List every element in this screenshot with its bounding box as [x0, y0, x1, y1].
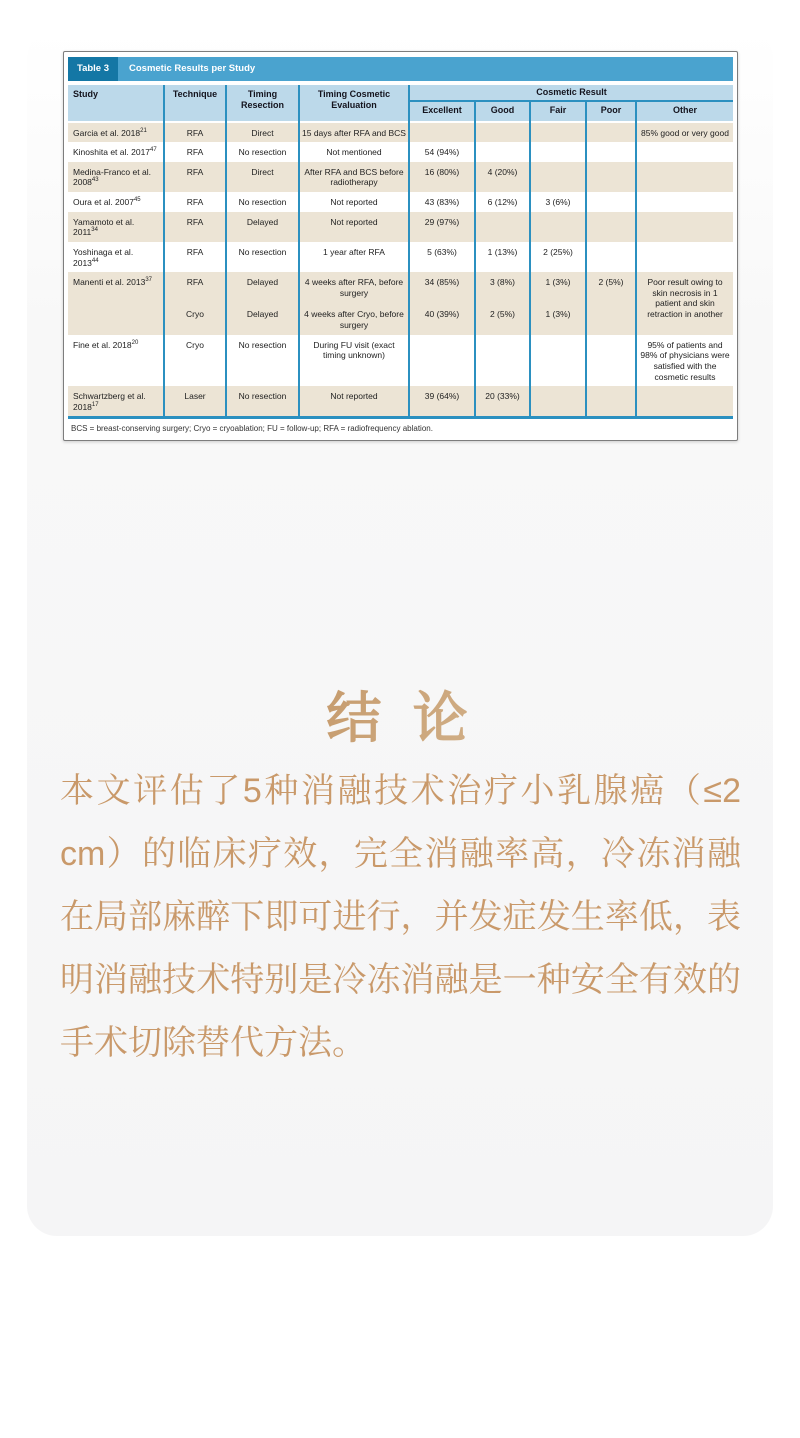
study-cell: Kinoshita et al. 2017$^{47}$	[68, 142, 164, 162]
study-cell: Yoshinaga et al. 2013$^{44}$	[68, 242, 164, 272]
table-cell: RFA	[164, 272, 226, 302]
table-cell: RFA	[164, 212, 226, 242]
col-header-poor: Poor	[586, 101, 636, 121]
table-cell	[636, 242, 733, 272]
table-cell: Direct	[226, 122, 299, 143]
table-cell: 2 (5%)	[586, 272, 636, 302]
study-cell: Medina-Franco et al. 2008$^{43}$	[68, 162, 164, 192]
table-row	[68, 162, 733, 192]
conclusion-body-line: cm）的临床疗效，完全消融率高，冷冻消融	[60, 835, 741, 873]
table-cell	[586, 386, 636, 418]
table-cell	[586, 335, 636, 387]
reference-superscript: 47	[150, 147, 157, 154]
table-cell	[586, 192, 636, 212]
table-cell: 85% good or very good	[636, 122, 733, 143]
table-cell	[530, 212, 586, 242]
table-title: Cosmetic Results per Study	[118, 57, 733, 81]
table-cell	[530, 335, 586, 387]
table-cell: 34 (85%)	[409, 272, 475, 302]
table-cell: 29 (97%)	[409, 212, 475, 242]
table-cell: RFA	[164, 162, 226, 192]
table-title-band	[68, 57, 733, 81]
table-cell: No resection	[226, 192, 299, 212]
table-cell	[636, 162, 733, 192]
table-row	[68, 122, 733, 143]
study-cell: Oura et al. 2007$^{45}$	[68, 192, 164, 212]
table-row	[68, 302, 733, 334]
col-header-technique: Technique	[164, 85, 226, 122]
table-cell	[636, 192, 733, 212]
table-cell	[586, 212, 636, 242]
table-cell: 15 days after RFA and BCS	[299, 122, 409, 143]
table-cell: 20 (33%)	[475, 386, 530, 418]
reference-superscript: 44	[91, 257, 99, 264]
table-cell: During FU visit (exact timing unknown)	[299, 335, 409, 387]
table-cell: Delayed	[226, 302, 299, 334]
table-row	[68, 272, 733, 302]
table-row	[68, 335, 733, 387]
reference-superscript: 21	[140, 127, 147, 134]
table-cell: 2 (25%)	[530, 242, 586, 272]
table-row	[68, 386, 733, 418]
table-row	[68, 242, 733, 272]
table-cell: Laser	[164, 386, 226, 418]
table-cell: Cryo	[164, 302, 226, 334]
table-cell: 5 (63%)	[409, 242, 475, 272]
table-cell: 2 (5%)	[475, 302, 530, 334]
table-cell: 40 (39%)	[409, 302, 475, 334]
table-cell: Cryo	[164, 335, 226, 387]
table-cell	[409, 122, 475, 143]
col-header-study: Study	[68, 85, 164, 122]
table-cell: 16 (80%)	[409, 162, 475, 192]
table-cell: 1 (3%)	[530, 272, 586, 302]
table-row	[68, 192, 733, 212]
table-cell: No resection	[226, 242, 299, 272]
table-cell: Not reported	[299, 386, 409, 418]
table-cell: Not reported	[299, 212, 409, 242]
table-cell: Not reported	[299, 192, 409, 212]
table-cell: Poor result owing to skin necrosis in 1 patient and skin retraction in another	[636, 272, 733, 335]
table-cell: Delayed	[226, 272, 299, 302]
table-cell: 39 (64%)	[409, 386, 475, 418]
table-cell	[636, 386, 733, 418]
table-body	[68, 122, 733, 418]
table-card	[63, 51, 738, 441]
table-cell	[586, 302, 636, 334]
table-cell: 43 (83%)	[409, 192, 475, 212]
reference-superscript: 20	[131, 339, 139, 346]
table-cell	[530, 142, 586, 162]
col-header-other: Other	[636, 101, 733, 121]
table-cell	[409, 335, 475, 387]
table-footnote: BCS = breast-conserving surgery; Cryo = cryoablation; FU = follow-up; RFA = radiofrequency ablation.	[71, 424, 433, 434]
study-cell: Schwartzberg et al. 2018$^{17}$	[68, 386, 164, 418]
table-cell	[475, 142, 530, 162]
table-cell	[530, 386, 586, 418]
table-cell: Not mentioned	[299, 142, 409, 162]
reference-superscript: 37	[145, 277, 152, 284]
study-cell: Fine et al. 2018$^{20}$	[68, 335, 164, 387]
table-cell	[636, 212, 733, 242]
table-cell	[530, 122, 586, 143]
table-header	[68, 85, 733, 122]
table-cell: No resection	[226, 142, 299, 162]
col-header-excellent: Excellent	[409, 101, 475, 121]
study-cell: Manenti et al. 2013$^{37}$	[68, 272, 164, 335]
table-cell	[530, 162, 586, 192]
conclusion-body-line: 本文评估了5种消融技术治疗小乳腺癌（≤2	[60, 772, 741, 810]
table-cell: 1 (13%)	[475, 242, 530, 272]
col-header-timing-cosmetic-evaluation: Timing Cosmetic Evaluation	[299, 85, 409, 122]
reference-superscript: 43	[91, 177, 99, 184]
table-cell: 4 weeks after Cryo, before surgery	[299, 302, 409, 334]
table-cell	[586, 242, 636, 272]
reference-superscript: 45	[133, 197, 141, 204]
study-cell: Garcia et al. 2018$^{21}$	[68, 122, 164, 143]
table-cell: 6 (12%)	[475, 192, 530, 212]
table-row	[68, 212, 733, 242]
col-header-cosmetic-result: Cosmetic Result	[409, 85, 733, 101]
table-cell	[475, 212, 530, 242]
table-number-label: Table 3	[68, 57, 118, 81]
conclusion-body-line: 在局部麻醉下即可进行，并发症发生率低，表	[60, 898, 741, 936]
col-header-timing-resection: Timing Resection	[226, 85, 299, 122]
table-cell: RFA	[164, 242, 226, 272]
table-cell	[586, 162, 636, 192]
col-header-good: Good	[475, 101, 530, 121]
table-cell: 54 (94%)	[409, 142, 475, 162]
table-row	[68, 142, 733, 162]
table-cell: 3 (8%)	[475, 272, 530, 302]
reference-superscript: 17	[91, 401, 99, 408]
table-cell: 1 year after RFA	[299, 242, 409, 272]
table-cell: Direct	[226, 162, 299, 192]
conclusion-body-line: 明消融技术特别是冷冻消融是一种安全有效的	[60, 961, 741, 999]
conclusion-heading: 结 论	[0, 674, 800, 753]
table-cell	[586, 122, 636, 143]
table-cell	[475, 335, 530, 387]
table-cell: 3 (6%)	[530, 192, 586, 212]
table-cell	[475, 122, 530, 143]
table-cell: 4 (20%)	[475, 162, 530, 192]
table-cell: 1 (3%)	[530, 302, 586, 334]
col-header-fair: Fair	[530, 101, 586, 121]
table-cell: No resection	[226, 335, 299, 387]
table-cell: RFA	[164, 142, 226, 162]
cosmetic-results-table	[68, 85, 733, 419]
table-cell	[636, 142, 733, 162]
table-cell: Delayed	[226, 212, 299, 242]
conclusion-body	[60, 760, 741, 1075]
table-cell: RFA	[164, 122, 226, 143]
table-cell: RFA	[164, 192, 226, 212]
table-cell: 4 weeks after RFA, before surgery	[299, 272, 409, 302]
reference-superscript: 34	[91, 227, 98, 234]
conclusion-body-line: 手术切除替代方法。	[60, 1024, 366, 1062]
table-cell: No resection	[226, 386, 299, 418]
table-cell: 95% of patients and 98% of physicians were satisfied with the cosmetic results	[636, 335, 733, 387]
table-cell: After RFA and BCS before radiotherapy	[299, 162, 409, 192]
table-cell	[586, 142, 636, 162]
study-cell: Yamamoto et al. 2011$^{34}$	[68, 212, 164, 242]
